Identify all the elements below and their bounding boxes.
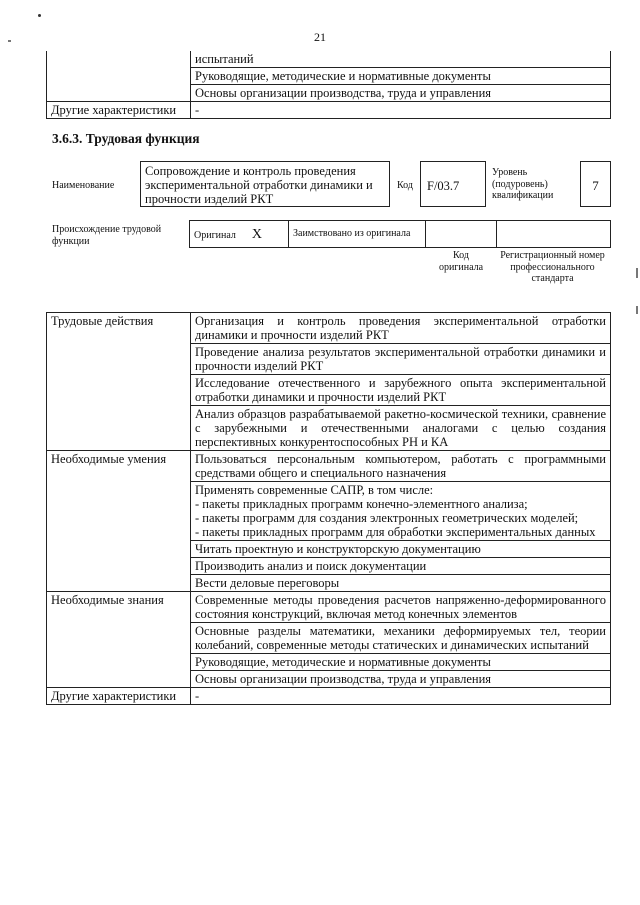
function-code: F/03.7 [427,179,460,193]
table-cell: Основы организации производства, труда и управления [191,85,611,102]
name-label: Наименование [52,180,115,191]
code-value-box [420,161,486,207]
level-value-box [580,161,611,207]
borrowed-label: Заимствовано из оригинала [289,221,426,248]
table-cell: Пользоваться персональным компьютером, работать с программными средствами общего и специального назначения [191,451,611,482]
reg-number-cell [497,221,611,248]
row-label: Другие характеристики [47,102,191,119]
table-cell: Основные разделы математики, механики деформируемых тел, теории колебаний, современные методы статических и динамических испытаний [191,623,611,654]
code-label: Код [397,180,413,191]
table-cell: - [191,688,611,705]
row-label: Другие характеристики [47,688,191,705]
scan-mark [636,268,638,278]
table-cell [47,51,191,102]
row-label: Трудовые действия [47,313,191,451]
table-cell [191,482,611,541]
function-table [46,312,611,705]
original-mark: X [251,227,263,242]
origin-table [189,220,611,248]
table-cell: испытаний [191,51,611,68]
list-item: Применять современные САПР, в том числе: [195,483,434,497]
code-original-cell [426,221,497,248]
section-heading: 3.6.3. Трудовая функция [52,131,200,146]
table-cell: Анализ образцов разрабатываемой ракетно-космической техники, сравнение с зарубежными и отечественными аналогами с целью создания перспективных конкурентоспособных РН и КА [191,406,611,451]
table-cell: Организация и контроль проведения экспериментальной отработки динамики и прочности изделий РКТ [191,313,611,344]
row-label: Необходимые умения [47,451,191,592]
reg-number-caption: Регистрационный номер профессионального стандарта [500,250,605,284]
function-name: Сопровождение и контроль проведения экспериментальной отработки динамики и прочности изделий РКТ [145,164,373,206]
name-value-box [140,161,390,207]
table-cell: Основы организации производства, труда и управления [191,671,611,688]
page-number: 21 [314,30,326,44]
table-cell: - [191,102,611,119]
table-cell: Руководящие, методические и нормативные документы [191,654,611,671]
table-cell: Производить анализ и поиск документации [191,558,611,575]
table-cell: Вести деловые переговоры [191,575,611,592]
table-cell: Исследование отечественного и зарубежного опыта экспериментальной отработки динамики и прочности изделий РКТ [191,375,611,406]
table-cell: Читать проектную и конструкторскую документацию [191,541,611,558]
row-label: Необходимые знания [47,592,191,688]
table-cell: Руководящие, методические и нормативные документы [191,68,611,85]
list-item: - пакеты прикладных программ конечно-элементного анализа; [195,497,528,511]
table-cell: Современные методы проведения расчетов напряженно-деформированного состояния конструкций, включая метод конечных элементов [191,592,611,623]
qualification-level: 7 [592,178,599,193]
list-item: - пакеты программ для создания электронных геометрических моделей; [195,511,579,525]
original-cell [190,221,289,248]
continued-knowledge-table [46,51,611,119]
scan-mark [636,306,638,314]
level-label: Уровень (подуровень) квалификации [492,167,554,201]
original-label: Оригинал [194,230,236,241]
list-item: - пакеты прикладных программ для обработки экспериментальных данных [195,525,596,539]
scan-dot [38,14,41,17]
origin-label: Происхождение трудовой функции [52,224,162,247]
code-original-caption: Код оригинала [438,250,484,273]
table-cell: Проведение анализа результатов экспериментальной отработки динамики и прочности изделий РКТ [191,344,611,375]
